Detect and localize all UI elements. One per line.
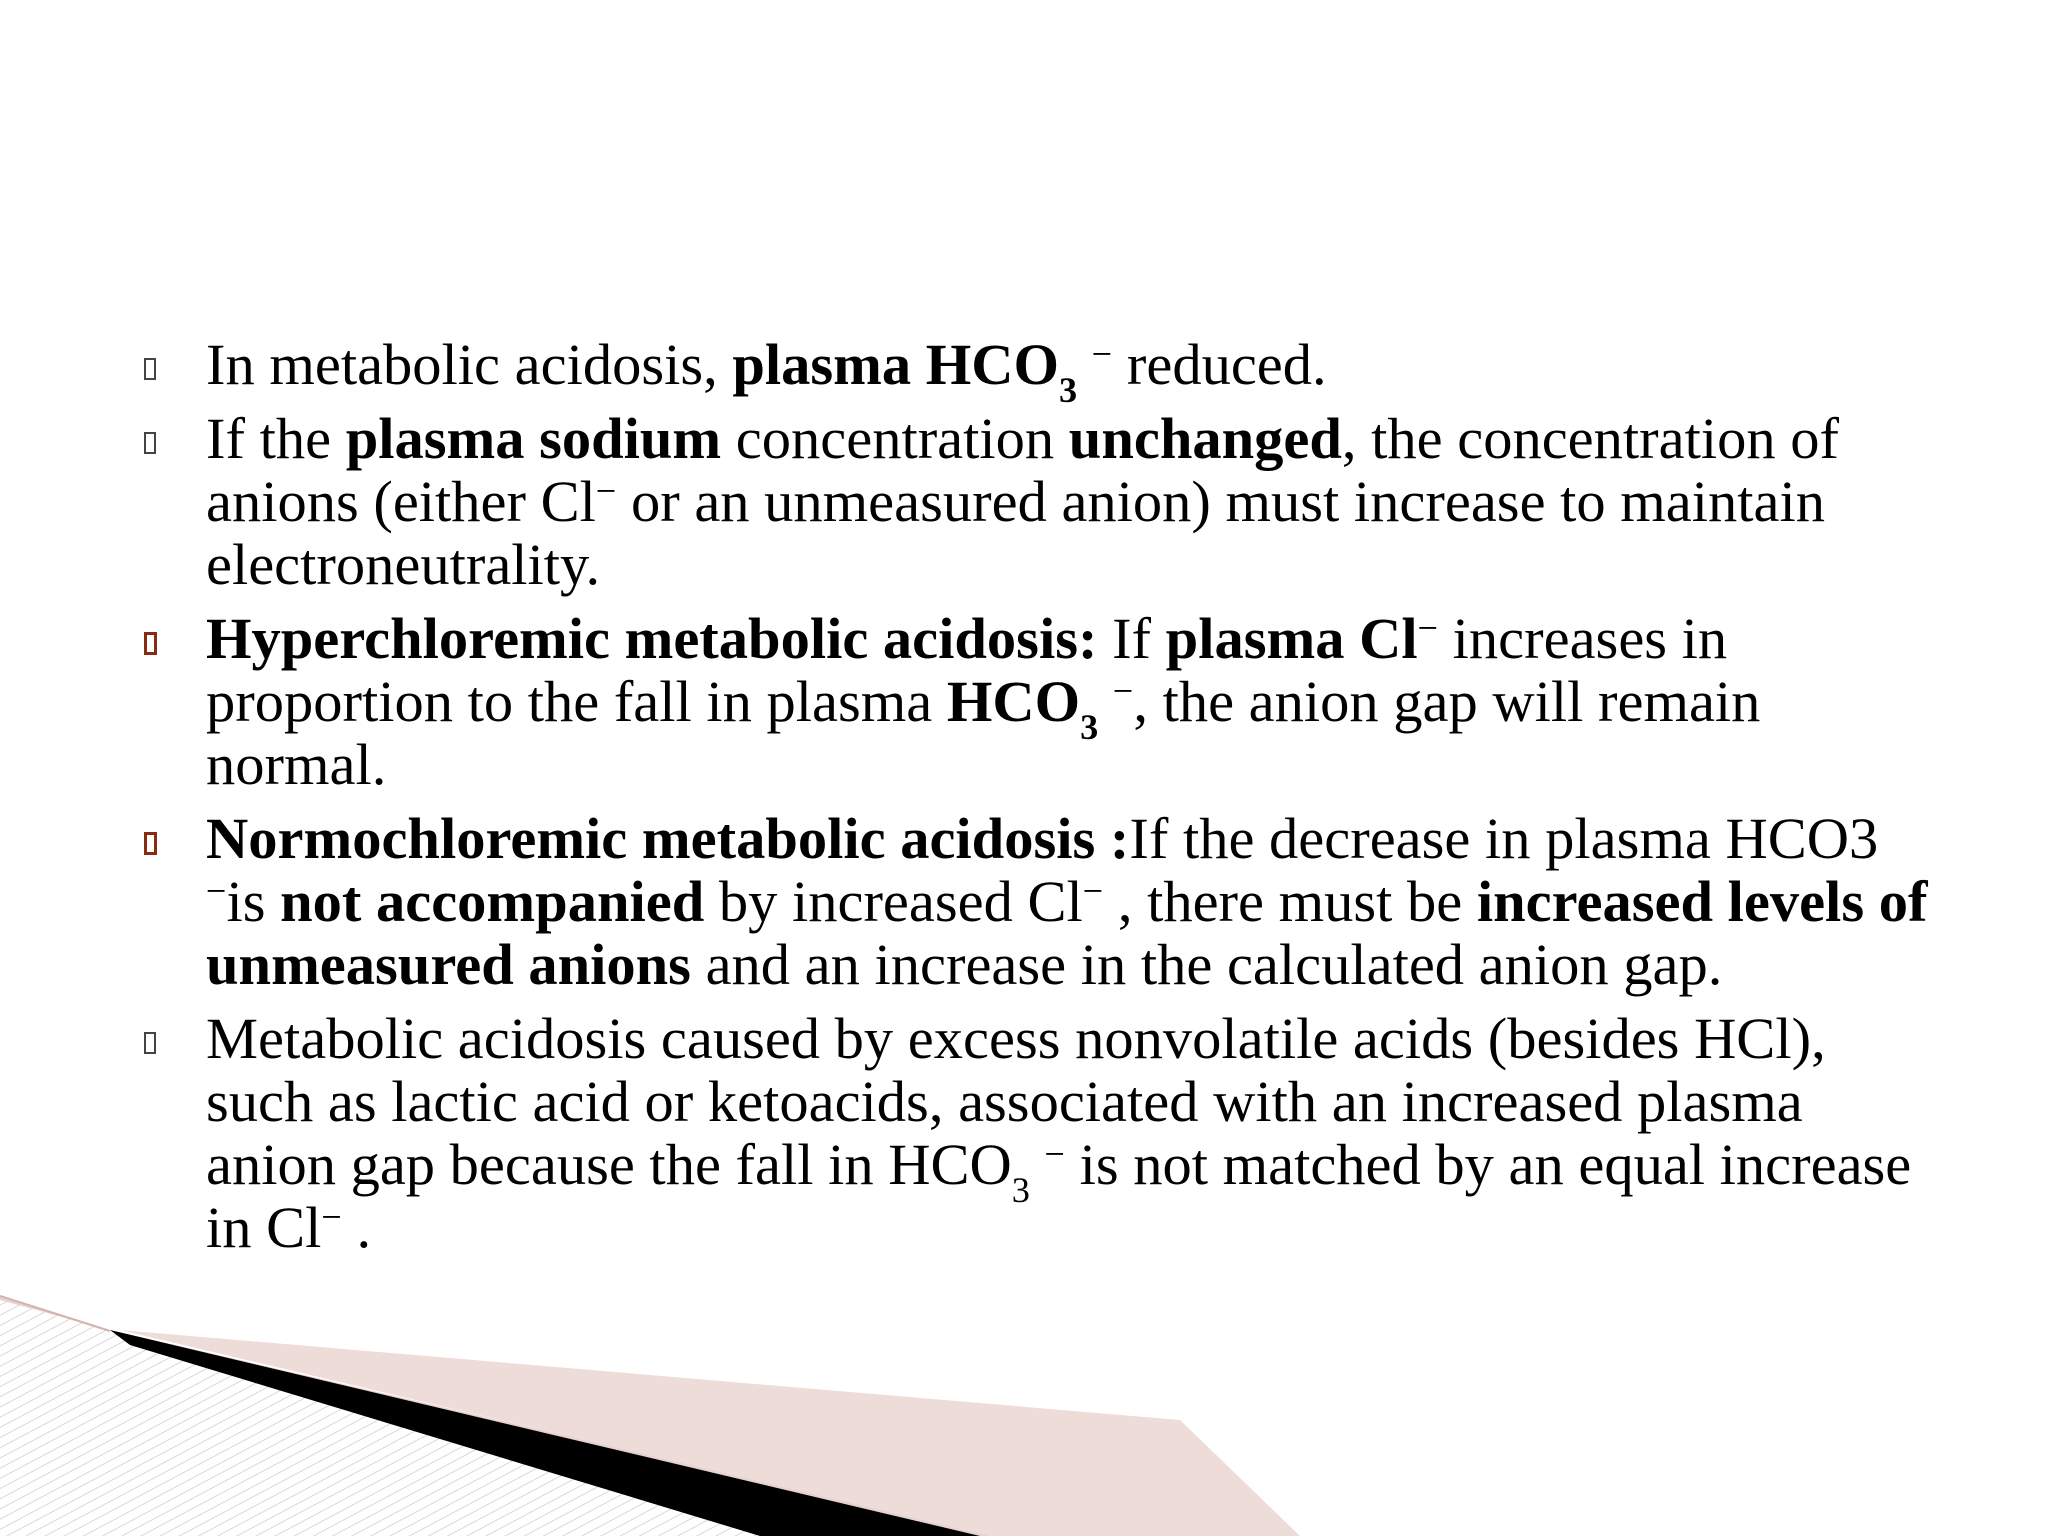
superscript: −	[1417, 608, 1439, 648]
superscript: −	[1091, 334, 1113, 374]
bullet-item-plasma-hco3	[140, 332, 1940, 410]
text: increases in proportion to the fall in plasma	[206, 606, 1728, 734]
bullet-item-plasma-sodium	[140, 407, 1940, 596]
bold-text: not accompanied	[280, 869, 705, 934]
subscript: 3	[1080, 707, 1099, 747]
superscript: −	[1044, 1134, 1065, 1174]
text: , the anion gap will remain normal.	[206, 669, 1761, 797]
text: concentration	[721, 406, 1069, 471]
text: If the decrease in plasma HCO3	[1129, 806, 1879, 871]
text: or an unmeasured anion) must increase to maintain electroneutrality.	[206, 469, 1825, 597]
text: If the	[206, 406, 346, 471]
text: by increased Cl	[704, 869, 1083, 934]
bold-text: unchanged	[1068, 406, 1342, 471]
subscript: 3	[1059, 370, 1078, 410]
bullet-list	[140, 333, 1940, 1270]
bullet-icon-accent	[144, 832, 157, 855]
bold-text: plasma HCO	[732, 332, 1060, 397]
bold-text: increased levels of unmeasured anions	[206, 869, 1928, 997]
text: and an increase in the calculated anion gap.	[690, 932, 1723, 997]
text: is	[226, 869, 281, 934]
bold-text: Hyperchloremic metabolic acidosis:	[206, 606, 1098, 671]
bold-text: Normochloremic metabolic acidosis :	[206, 806, 1130, 871]
bullet-item-nonvolatile-acids	[140, 1007, 1940, 1259]
superscript: −	[1082, 871, 1104, 911]
text: .	[341, 1195, 372, 1260]
bullet-icon	[144, 1032, 156, 1054]
bullet-icon-accent	[144, 632, 157, 655]
bullet-icon	[144, 432, 156, 454]
bullet-item-normochloremic	[140, 807, 1940, 996]
bullet-item-hyperchloremic	[140, 607, 1940, 796]
superscript: −	[321, 1197, 342, 1237]
bold-text: plasma Cl	[1165, 606, 1418, 671]
bullet-icon	[144, 358, 156, 380]
text: reduced.	[1112, 332, 1327, 397]
text: In metabolic acidosis,	[206, 332, 733, 397]
superscript: −	[206, 871, 227, 911]
bold-text: HCO	[946, 669, 1081, 734]
subscript: 3	[1011, 1170, 1030, 1210]
text: , there must be	[1103, 869, 1477, 934]
superscript: −	[595, 471, 617, 511]
bold-text: plasma sodium	[345, 406, 722, 471]
text: Metabolic acidosis caused by excess nonvolatile acids (besides HCl), such as lactic acid or ketoacids, associated with an increased plasma anion gap because the fall in HCO	[206, 1006, 1826, 1197]
text: If	[1097, 606, 1166, 671]
superscript: −	[1112, 671, 1134, 711]
text: is not matched by an equal increase in Cl	[206, 1132, 1912, 1260]
text: , the concentration of anions (either Cl	[206, 406, 1839, 534]
